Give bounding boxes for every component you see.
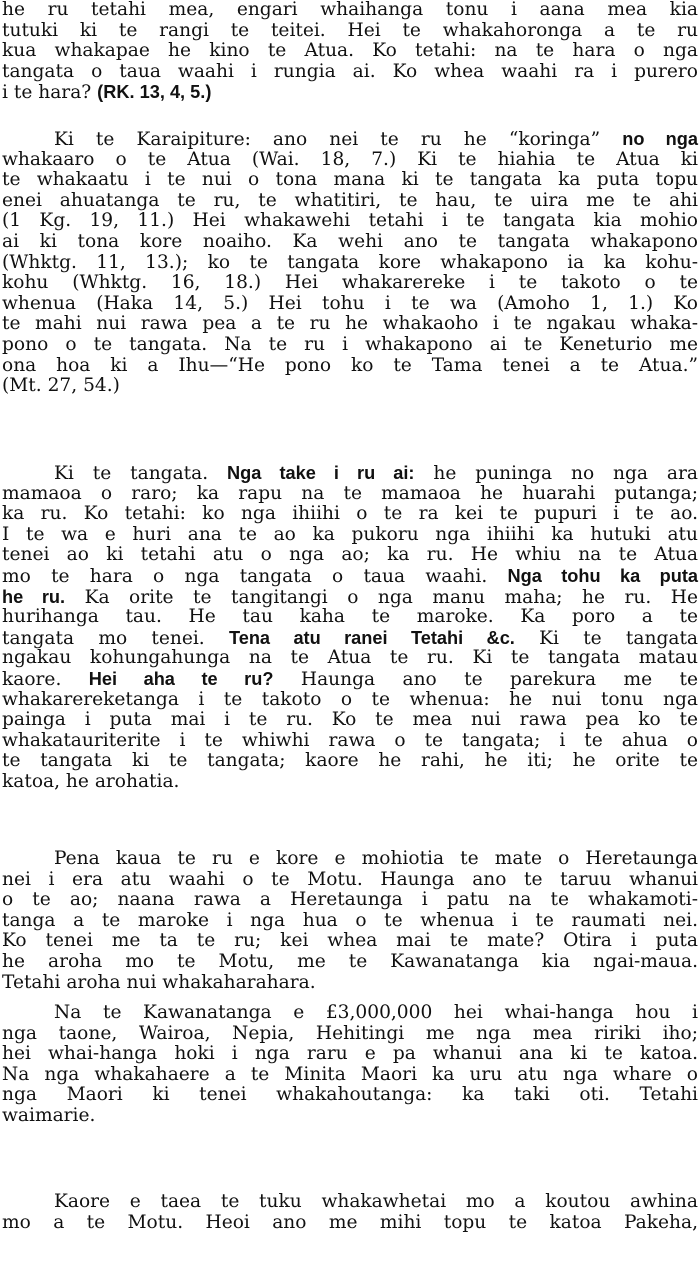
text-run: te mahi nui rawa pea a te ru he whakaoho i te ngakau whaka- (2, 313, 698, 335)
text-run: te tangata ki te tangata; kaore he rahi, he iti; he orite te (2, 750, 698, 772)
text-run: Na nga whakahaere a te Minita Maori ka uru atu nga whare o (2, 1063, 698, 1085)
text-line (2, 952, 698, 973)
text-run: Na te Kawanatanga e £3,000,000 hei whai-hanga hou i (54, 1002, 698, 1023)
text-run: Ki te tangata (514, 627, 699, 649)
text-run: Tetahi aroha nui whakaharahara. (2, 971, 316, 993)
text-line (2, 870, 698, 891)
text-line (2, 628, 698, 649)
text-run: Ki te tangata. (54, 463, 228, 484)
text-run: waimarie. (2, 1104, 96, 1126)
text-line (2, 253, 698, 274)
text-run: (Mt. 27, 54.) (2, 375, 120, 397)
text-line (2, 731, 698, 752)
bold-heading-run: (RK. 13, 4, 5.) (97, 82, 212, 103)
text-run: kaore. (2, 668, 89, 690)
text-run: whenua (Haka 14, 5.) Hei tohu i te wa (Amoho 1, 1.) Ko (2, 292, 698, 314)
text-run: ona hoa ki a Ihu—“He pono ko te Tama tenei a te Atua.” (2, 354, 698, 376)
text-run: whakatauriterite i te whiwhi rawa o te tangata; i te ahua o (2, 729, 698, 751)
text-run: I te wa e huri ana te ao ka pukoru nga ihiihi ka hutuki atu (2, 523, 698, 545)
text-run: o te ao; naana rawa a Heretaunga i patu na te whakamoti- (2, 889, 698, 911)
bold-heading-run: he ru. (2, 586, 66, 607)
text-run: katoa, he arohatia. (2, 770, 180, 792)
text-run: whakaaro o te Atua (Wai. 18, 7.) Ki te hiahia te Atua ki (2, 148, 698, 170)
text-line (2, 648, 698, 669)
text-run: ai ki tona kore noaiho. Ka wehi ano te tangata whakapono (2, 230, 698, 252)
text-line (2, 170, 698, 191)
text-run: Kaore e taea te tuku whakawhetai mo a koutou awhina (54, 1191, 698, 1212)
text-line (2, 356, 698, 377)
bold-heading-run: Nga tohu ka puta (507, 565, 699, 586)
bold-heading-run: Nga take i ru ai: (227, 463, 415, 483)
text-line (2, 1065, 698, 1086)
text-line (2, 525, 698, 546)
text-line (2, 566, 698, 587)
text-line (2, 751, 698, 772)
text-run: he puninga no nga ara (414, 463, 698, 484)
text-run: Ko tenei me ta te ru; kei whea mai te mate? Otira i puta (2, 930, 698, 952)
text-line (2, 1192, 698, 1213)
bold-heading-run: no nga (622, 129, 698, 149)
text-run: nei i era atu waahi o te Motu. Haunga ano te taruu whanui (2, 868, 698, 890)
text-line (2, 41, 698, 62)
text-line (2, 1044, 698, 1065)
text-line (2, 129, 698, 150)
text-run: (Whktg. 11, 13.); ko te tangata kore whakapono ia ka kohu- (2, 251, 698, 273)
text-line (2, 911, 698, 932)
text-run: tangata o taua waahi i rungia ai. Ko whea waahi ra i purero (2, 60, 698, 82)
text-run: tutuki ki te rangi te teitei. Hei te whakahoronga a te ru (2, 19, 698, 41)
text-run: Ki te Karaipiture: ano nei te ru he “koringa” (54, 129, 623, 150)
text-run: hei whai-hanga hoki i nga raru e pa whanui ana ki te katoa. (2, 1043, 698, 1065)
text-run: enei ahuatanga te ru, te whatitiri, te hau, te uira me te ahi (2, 189, 698, 211)
text-line (2, 191, 698, 212)
text-run: Pena kaua te ru e kore e mohiotia te mate o Heretaunga (54, 848, 698, 869)
text-run: mo te hara o nga tangata o taua waahi. (2, 565, 508, 587)
text-line (2, 335, 698, 356)
text-line (2, 1085, 698, 1106)
text-line (2, 772, 698, 793)
text-line (2, 376, 698, 397)
text-line (2, 294, 698, 315)
text-line (2, 504, 698, 525)
text-run: Ka orite te tangitangi o nga manu maha; he ru. He (65, 586, 698, 608)
text-line (2, 545, 698, 566)
text-line (2, 1213, 698, 1234)
text-run: nga taone, Wairoa, Nepia, Hehitingi me nga mea ririki iho; (2, 1022, 698, 1044)
text-run: nga Maori ki tenei whakahoutanga: ka taki oti. Tetahi (2, 1084, 698, 1106)
text-run: ka ru. Ko tetahi: ko nga ihiihi o te ra kei te pupuri i te ao. (2, 503, 698, 525)
text-run: tenei ao ki tetahi atu o nga ao; ka ru. He whiu na te Atua (2, 544, 698, 566)
text-run: ngakau kohungahunga na te Atua te ru. Ki te tangata matau (2, 647, 698, 669)
text-line (2, 1024, 698, 1045)
paragraph-2 (0, 129, 700, 397)
text-run: kohu (Whktg. 16, 18.) Hei whakarereke i te takoto o te (2, 272, 698, 294)
text-line (2, 273, 698, 294)
text-run: he ru tetahi mea, engari whaihanga tonu i aana mea kia (2, 0, 698, 20)
text-line (2, 669, 698, 690)
paragraph-3 (0, 463, 700, 793)
text-line (2, 931, 698, 952)
text-line (2, 1106, 698, 1127)
text-run: (1 Kg. 19, 11.) Hei whakawehi tetahi i te tangata kia mohio (2, 210, 698, 232)
paragraph-6 (0, 1192, 700, 1233)
text-run: kua whakapae he kino te Atua. Ko tetahi: na te hara o nga (2, 40, 698, 62)
text-line (2, 890, 698, 911)
bold-heading-run: Tena atu ranei Tetahi &c. (228, 627, 515, 648)
text-run: i te hara? (2, 82, 98, 104)
text-line (2, 82, 698, 103)
text-line (2, 973, 698, 994)
text-run: tanga a te maroke i nga hua o te whenua i te raumati nei. (2, 909, 698, 931)
text-run: te whakaatu i te nui o tona mana ki te tangata ka puta topu (2, 169, 698, 191)
text-line (2, 150, 698, 171)
text-run: he aroha mo te Motu, me te Kawanatanga kia ngai-maua. (2, 950, 698, 972)
text-run: mo a te Motu. Heoi ano me mihi topu te katoa Pakeha, (2, 1211, 698, 1233)
paragraph-4 (0, 849, 700, 993)
text-line (2, 607, 698, 628)
text-line (2, 211, 698, 232)
text-run: Haunga ano te parekura me te (273, 668, 698, 690)
text-line (2, 0, 698, 21)
text-line (2, 1003, 698, 1024)
text-line (2, 710, 698, 731)
text-line (2, 587, 698, 608)
text-run: mamaoa o raro; ka rapu na te mamaoa he huarahi putanga; (2, 482, 698, 504)
text-line (2, 232, 698, 253)
text-line (2, 463, 698, 484)
text-line (2, 690, 698, 711)
paragraph-5 (0, 1003, 700, 1127)
text-run: hurihanga tau. He tau kaha te maroke. Ka poro a te (2, 606, 698, 628)
text-line (2, 62, 698, 83)
paragraph-1 (0, 0, 700, 103)
text-line (2, 849, 698, 870)
text-run: whakarereketanga i te takoto o te whenua: he nui tonu nga (2, 688, 698, 710)
text-line (2, 484, 698, 505)
text-line (2, 314, 698, 335)
bold-heading-run: Hei aha te ru? (88, 668, 274, 689)
text-run: pono o te tangata. Na te ru i whakapono ai te Keneturio me (2, 333, 698, 355)
text-run: painga i puta mai i te ru. Ko te mea nui rawa pea ko te (2, 709, 698, 731)
text-run: tangata mo tenei. (2, 627, 229, 649)
text-line (2, 21, 698, 42)
